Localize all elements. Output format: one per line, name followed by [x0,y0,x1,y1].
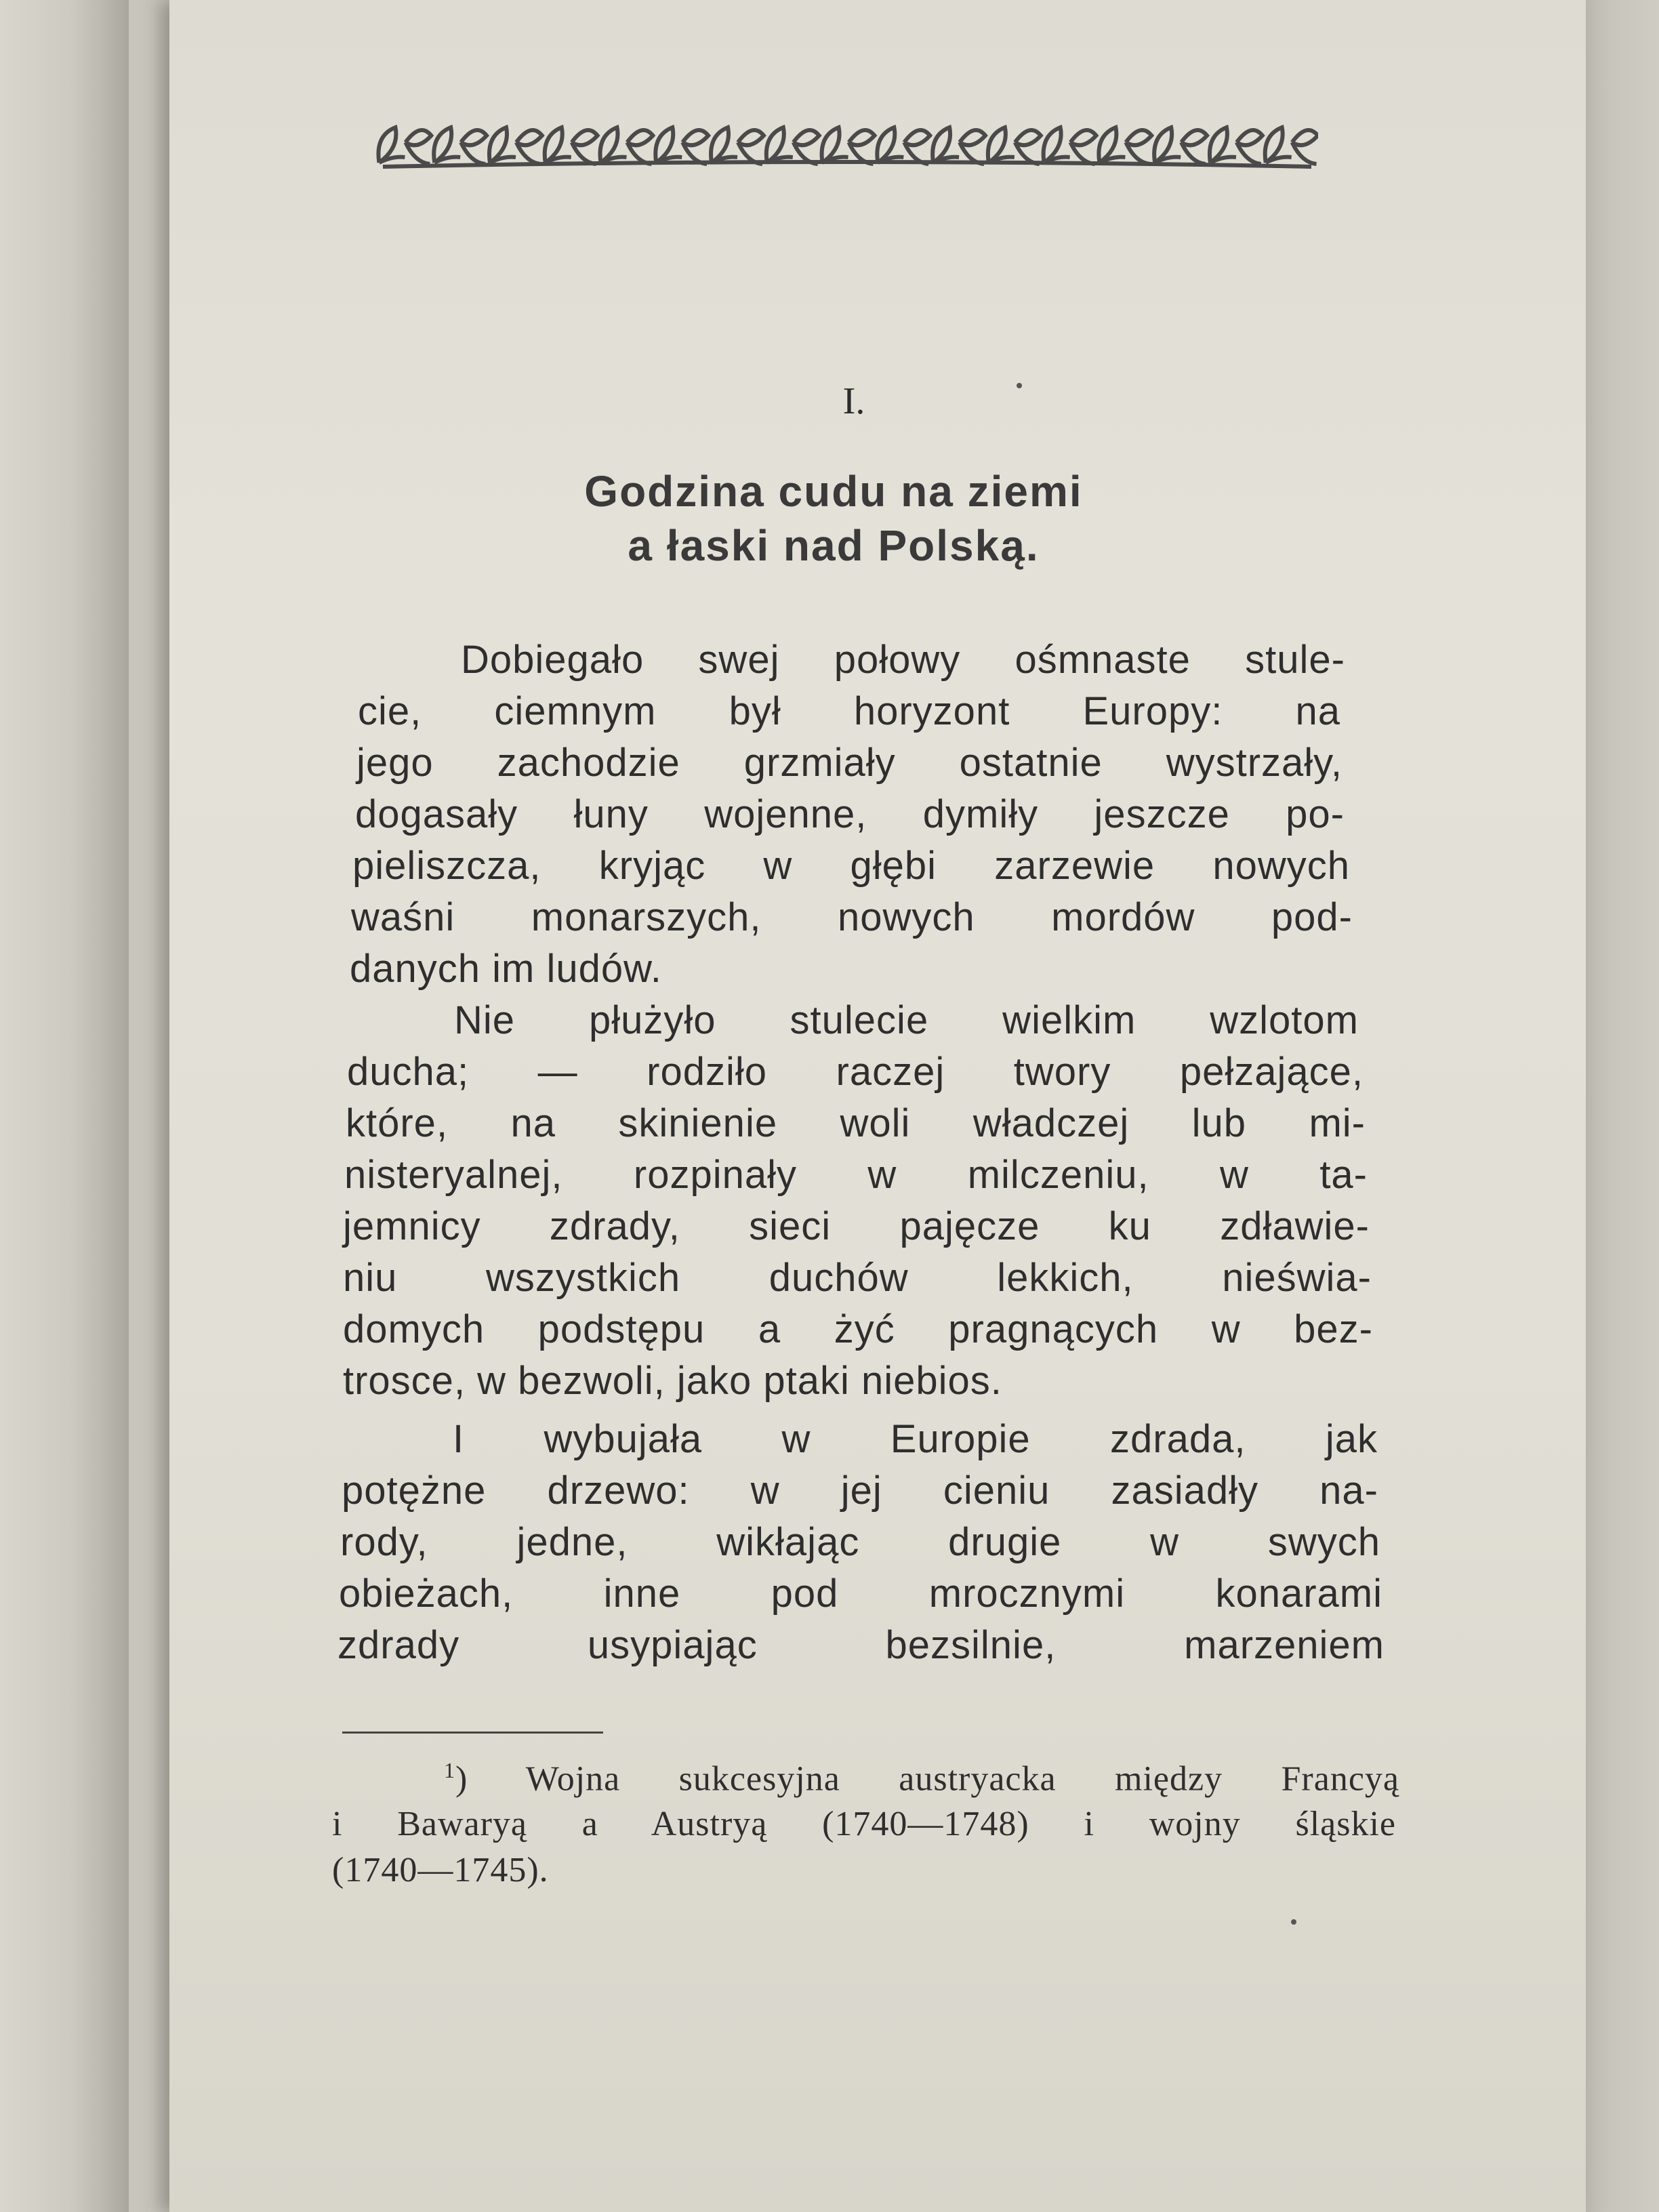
body-line: nisteryalnej, rozpinały w milczeniu, w ta- [344,1153,1368,1197]
footnote-line-3: (1740—1745). [332,1851,549,1889]
body-line: które, na skinienie woli władczej lub mi- [346,1101,1366,1145]
body-line: ducha; — rodziło raczej twory pełzające, [347,1050,1364,1094]
body-line: cie, ciemnym był horyzont Europy: na [358,689,1340,733]
chapter-number: I. [842,380,865,422]
footnote-marker: 1 [444,1758,455,1782]
body-line: Dobiegało swej połowy ośmnaste stule- [461,638,1345,682]
footnote-line-2: i Bawaryą a Austryą (1740—1748) i wojny śląskie [332,1805,1396,1843]
footnote-separator [342,1732,603,1734]
body-line: potężne drzewo: w jej cieniu zasiadły na- [342,1469,1378,1513]
chapter-title-line-1: Godzina cudu na ziemi [584,467,1083,516]
body-line: I wybujała w Europie zdrada, jak [453,1417,1378,1461]
body-line: waśni monarszych, nowych mordów pod- [351,895,1353,939]
body-line: zdrady usypiając bezsilnie, marzeniem [337,1623,1385,1667]
body-line: jego zachodzie grzmiały ostatnie wystrzały, [356,741,1343,785]
footnote-line-1: $^1$) Wojna sukcesyjna austryacka między Francyą [444,1758,1399,1799]
body-line: trosce, w bezwoli, jako ptaki niebios. [343,1359,1002,1403]
body-line: Nie płużyło stulecie wielkim wzlotom [454,998,1359,1042]
body-line: rody, jedne, wikłając drugie w swych [340,1520,1380,1564]
body-line: jemnicy zdrady, sieci pajęcze ku zdławie- [343,1204,1370,1248]
body-line: dogasały łuny wojenne, dymiły jeszcze po- [355,792,1345,836]
body-line: danych im ludów. [350,947,662,991]
body-line: domych podstępu a żyć pragnących w bez- [343,1307,1373,1351]
paper-speck [1291,1919,1296,1925]
body-line: niu wszystkich duchów lekkich, nieświa- [343,1256,1372,1300]
paper-speck [1017,383,1022,388]
chapter-title-line-2: a łaski nad Polską. [628,521,1040,570]
body-line: pieliszcza, kryjąc w głębi zarzewie nowych [352,844,1350,888]
body-line: obieżach, inne pod mrocznymi konarami [339,1572,1382,1616]
